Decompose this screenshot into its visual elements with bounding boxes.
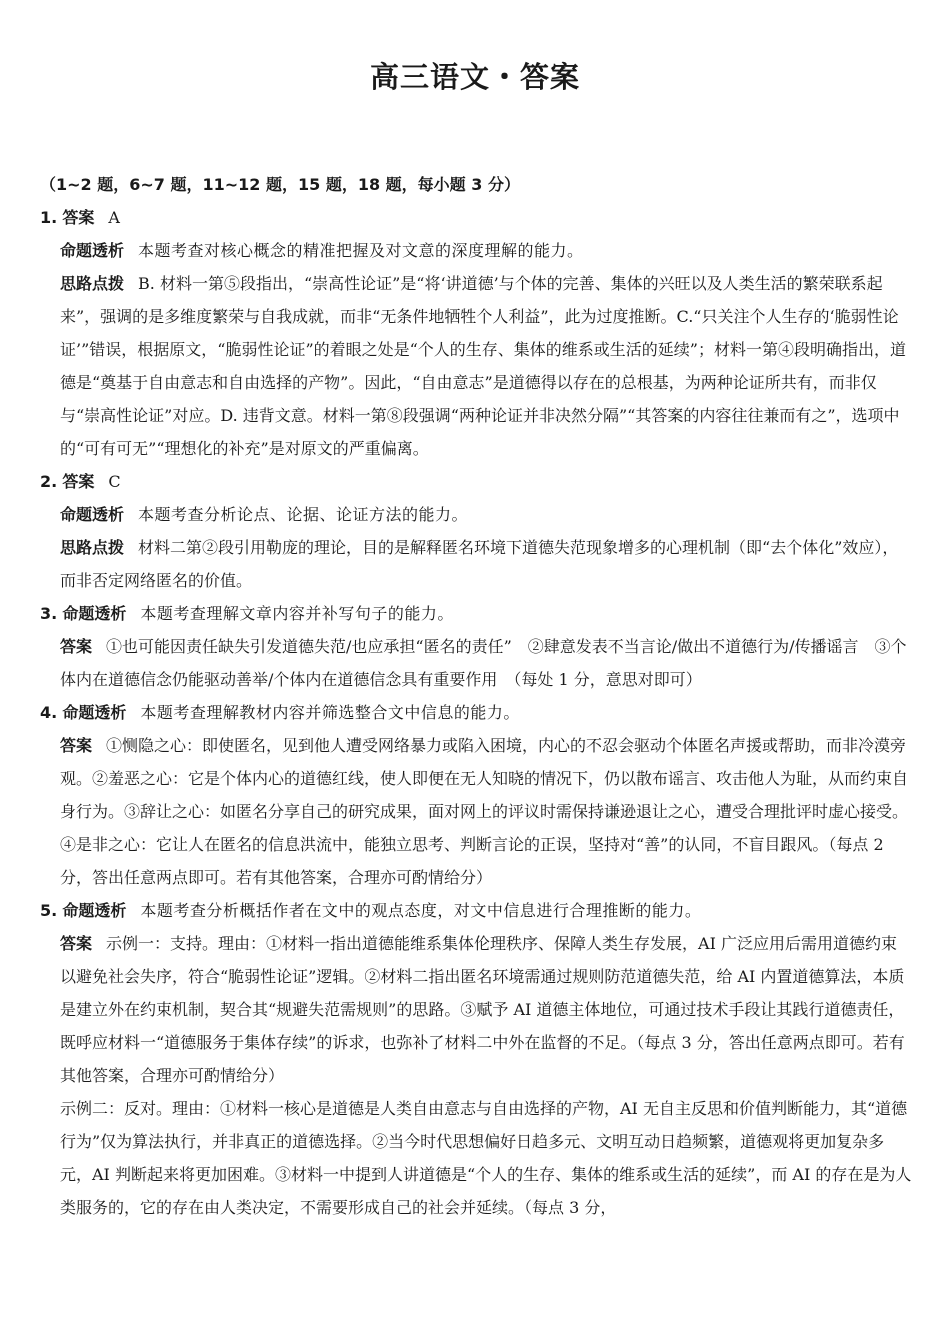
- q3-answer: [40, 630, 912, 696]
- answer-label: 答案: [60, 736, 93, 755]
- intent-label: 命题透析: [62, 703, 127, 722]
- hint-label: 思路点拨: [60, 274, 125, 293]
- q5-answer-support: [40, 927, 912, 1092]
- intent-label: 命题透析: [60, 505, 125, 524]
- answer-label: 答案: [62, 208, 95, 227]
- q1-answer: [40, 201, 912, 234]
- hint-label: 思路点拨: [60, 538, 125, 557]
- hint-text: B. 材料一第⑤段指出，“崇高性论证”是“将‘讲道德’与个体的完善、集体的兴旺以及人类生活的繁荣联系起来”，强调的是多维度繁荣与自我成就，而非“无条件地牺牲个人利益”，此为过度推断。C.“只关注个人生存的‘脆弱性论证’”错误，根据原文，“脆弱性论证”的着眼之处是“个人的生存、集体的维系或生活的延续”；材料一第④段明确指出，道德是“奠基于自由意志和自由选择的产物”。因此，“自由意志”是道德得以存在的总根基，为两种论证所共有，而非仅与“崇高性论证”对应。D. 违背文意。材料一第⑧段强调“两种论证并非决然分隔”“其答案的内容往往兼而有之”，选项中的“可有可无”“理想化的补充”是对原文的严重偏离。: [60, 274, 906, 458]
- answer-text: A: [108, 208, 120, 227]
- q3-intent: [40, 597, 912, 630]
- answer-text: ①恻隐之心：即使匿名，见到他人遭受网络暴力或陷入困境，内心的不忍会驱动个体匿名声援或帮助，而非冷漠旁观。②羞恶之心：它是个体内心的道德红线，使人即便在无人知晓的情况下，仍以散布谣言、攻击他人为耻，从而约束自身行为。③辞让之心：如匿名分享自己的研究成果，面对网上的评议时需保持谦逊退让之心，遭受合理批评时虚心接受。④是非之心：它让人在匿名的信息洪流中，能独立思考、判断言论的正误，坚持对“善”的认同，不盲目跟风。（每点 2 分，答出任意两点即可。若有其他答案，合理亦可酌情给分）: [60, 736, 909, 887]
- question-number: 2.: [40, 472, 58, 491]
- intent-text: 本题考查分析论点、论据、论证方法的能力。: [138, 505, 469, 524]
- question-number: 4.: [40, 703, 58, 722]
- q4-answer: [40, 729, 912, 894]
- answer-text: 示例二：反对。理由：①材料一核心是道德是人类自由意志与自由选择的产物，AI 无自主反思和价值判断能力，其“道德行为”仅为算法执行，并非真正的道德选择。②当今时代思想偏好日趋多元、文明互动日趋频繁，道德观将更加复杂多元，AI 判断起来将更加困难。③材料一中提到人讲道德是“个人的生存、集体的维系或生活的延续”，而 AI 的存在是为人类服务的，它的存在由人类决定，不需要形成自己的社会并延续。（每点 3 分，: [60, 1099, 912, 1217]
- question-number: 5.: [40, 901, 58, 920]
- q2-answer: [40, 465, 912, 498]
- q1-intent: [40, 234, 912, 267]
- intent-label: 命题透析: [60, 241, 125, 260]
- intent-label: 命题透析: [62, 901, 127, 920]
- hint-text: 材料二第②段引用勒庞的理论，目的是解释匿名环境下道德失范现象增多的心理机制（即“去个体化”效应），而非否定网络匿名的价值。: [60, 538, 899, 590]
- q1-hint: [40, 267, 912, 465]
- intent-text: 本题考查理解教材内容并筛选整合文中信息的能力。: [140, 703, 520, 722]
- q5-intent: [40, 894, 912, 927]
- answer-label: 答案: [62, 472, 95, 491]
- q2-intent: [40, 498, 912, 531]
- question-number: 3.: [40, 604, 58, 623]
- answer-text: ①也可能因责任缺失引发道德失范/也应承担“匿名的责任” ②肆意发表不当言论/做出不道德行为/传播谣言 ③个体内在道德信念仍能驱动善举/个体内在道德信念具有重要作用 （每处 1 分，意思对即可）: [60, 637, 907, 689]
- answer-content: [40, 168, 912, 1224]
- q4-intent: [40, 696, 912, 729]
- intent-label: 命题透析: [62, 604, 127, 623]
- intent-text: 本题考查理解文章内容并补写句子的能力。: [140, 604, 454, 623]
- answer-label: 答案: [60, 637, 93, 656]
- answer-label: 答案: [60, 934, 93, 953]
- q5-answer-oppose: [40, 1092, 912, 1224]
- intent-text: 本题考查分析概括作者在文中的观点态度，对文中信息进行合理推断的能力。: [140, 901, 702, 920]
- intent-text: 本题考查对核心概念的精准把握及对文意的深度理解的能力。: [138, 241, 584, 260]
- answer-text: 示例一：支持。理由：①材料一指出道德能维系集体伦理秩序、保障人类生存发展，AI 广泛应用后需用道德约束以避免社会失序，符合“脆弱性论证”逻辑。②材料二指出匿名环境需通过规则防范道德失范，给 AI 内置道德算法，本质是建立外在约束机制，契合其“规避失范需规则”的思路。③赋予 AI 道德主体地位，可通过技术手段让其践行道德责任，既呼应材料一“道德服务于集体存续”的诉求，也弥补了材料二中外在监督的不足。（每点 3 分，答出任意两点即可。若有其他答案，合理亦可酌情给分）: [60, 934, 905, 1085]
- question-number: 1.: [40, 208, 58, 227]
- answer-text: C: [108, 472, 121, 491]
- score-note: （1~2 题，6~7 题，11~12 题，15 题，18 题，每小题 3 分）: [40, 175, 520, 194]
- q2-hint: [40, 531, 912, 597]
- page-title: 高三语文・答案: [369, 60, 580, 94]
